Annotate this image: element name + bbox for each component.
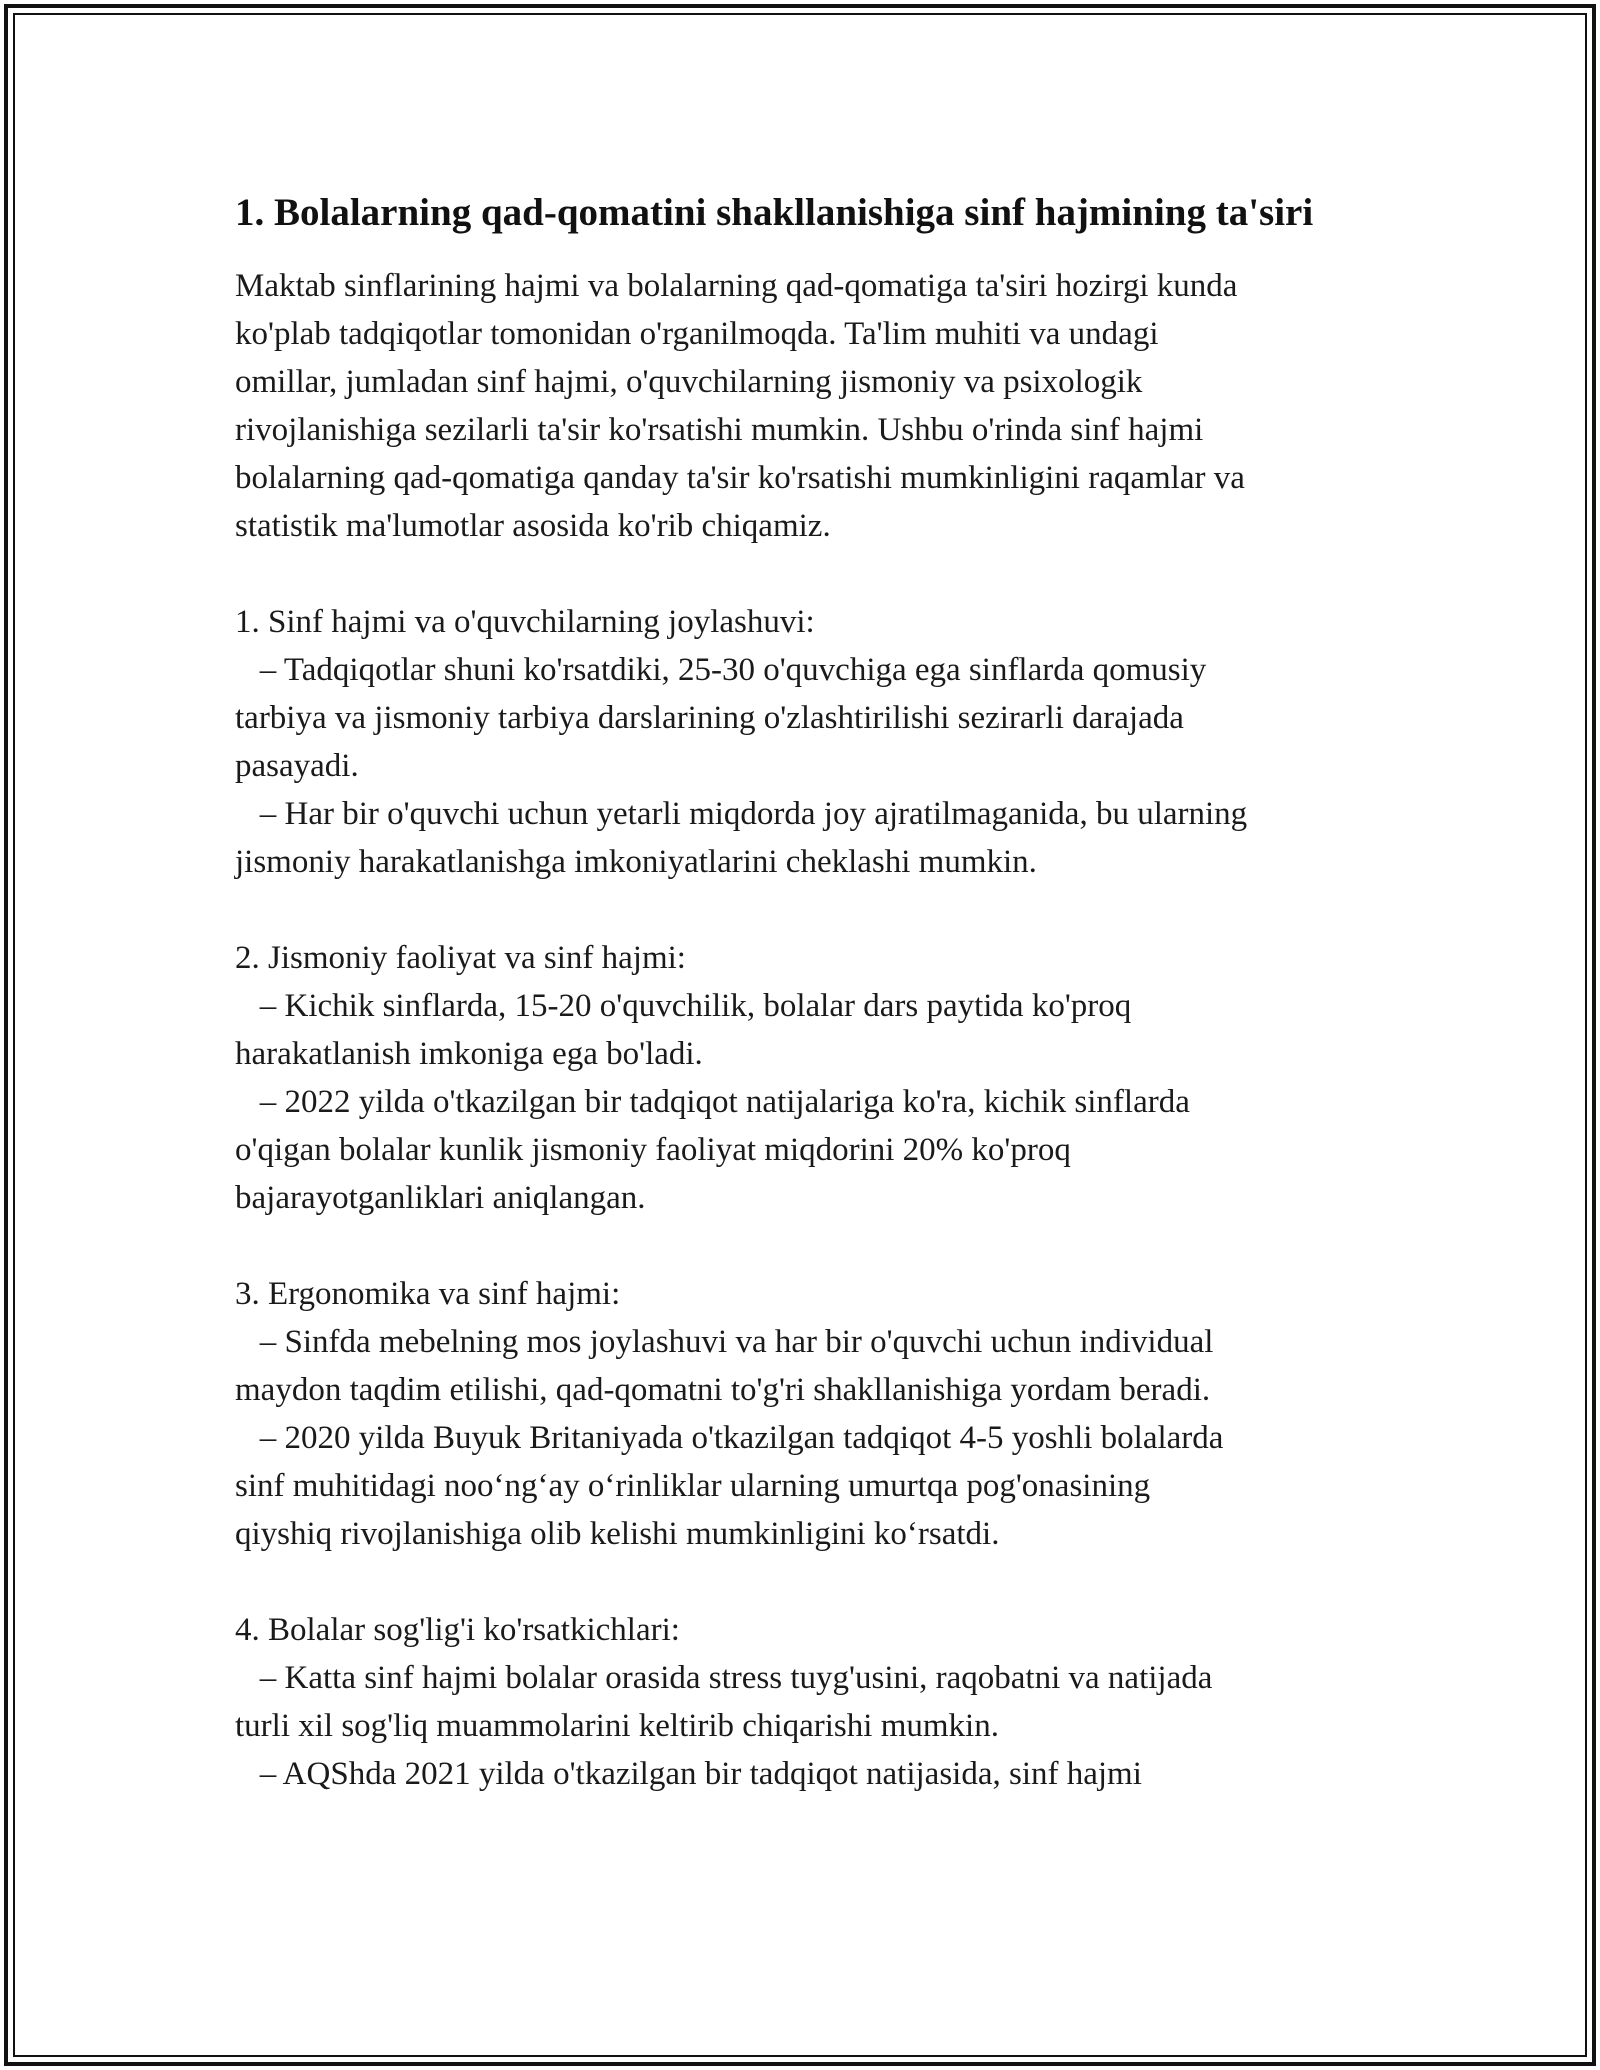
document-title: 1. Bolalarning qad-qomatini shakllanishiga sinf hajmining ta'siri <box>235 191 1314 234</box>
document-body: Maktab sinflarining hajmi va bolalarning qad-qomatiga ta'siri hozirgi kunda ko'plab tadqiqotlar tomonidan o'rganilmoqda. Ta'lim muhiti va undagi omillar, jumladan sinf hajmi, o'quvchilarning jismoniy va psixologik rivojlanishiga sezilarli ta'sir ko'rsatishi mumkin. Ushbu o'rinda sinf hajmi bolalarning qad-qomatiga qanday ta'sir ko'rsatishi mumkinligini raqamlar va statistik ma'lumotlar asosida ko'rib chiqamiz. 1. Sinf hajmi va o'quvchilarning joylashuvi: – Tadqiqotlar shuni ko'rsatdiki, 25-30 o'quvchiga ega sinflarda qomusiy tarbiya va jismoniy tarbiya darslarining o'zlashtirilishi sezirarli darajada pasayadi. – Har bir o'quvchi uchun yetarli miqdorda joy ajratilmaganida, bu ularning jismoniy harakatlanishga imkoniyatlarini cheklashi mumkin. 2. Jismoniy faoliyat va sinf hajmi: – Kichik sinflarda, 15-20 o'quvchilik, bolalar dars paytida ko'proq harakatlanish imkoniga ega bo'ladi. – 2022 yilda o'tkazilgan bir tadqiqot natijalariga ko'ra, kichik sinflarda o'qigan bolalar kunlik jismoniy faoliyat miqdorini 20% ko'proq bajarayotganliklari aniqlangan. 3. Ergonomika va sinf hajmi: – Sinfda mebelning mos joylashuvi va har bir o'quvchi uchun individual maydon taqdim etilishi, qad-qomatni to'g'ri shakllanishiga yordam beradi. – 2020 yilda Buyuk Britaniyada o'tkazilgan tadqiqot 4-5 yoshli bolalarda sinf muhitidagi noo‘ng‘ay o‘rinliklar ularning umurtqa pog'onasining qiyshiq rivojlanishiga olib kelishi mumkinligini ko‘rsatdi. 4. Bolalar sog'lig'i ko'rsatkichlari: – Katta sinf hajmi bolalar orasida stress tuyg'usini, raqobatni va natijada turli xil sog'liq muammolarini keltirib chiqarishi mumkin. – AQShda 2021 yilda o'tkazilgan bir tadqiqot natijasida, sinf hajmi <box>235 268 1248 1792</box>
document-content <box>235 185 1380 1798</box>
